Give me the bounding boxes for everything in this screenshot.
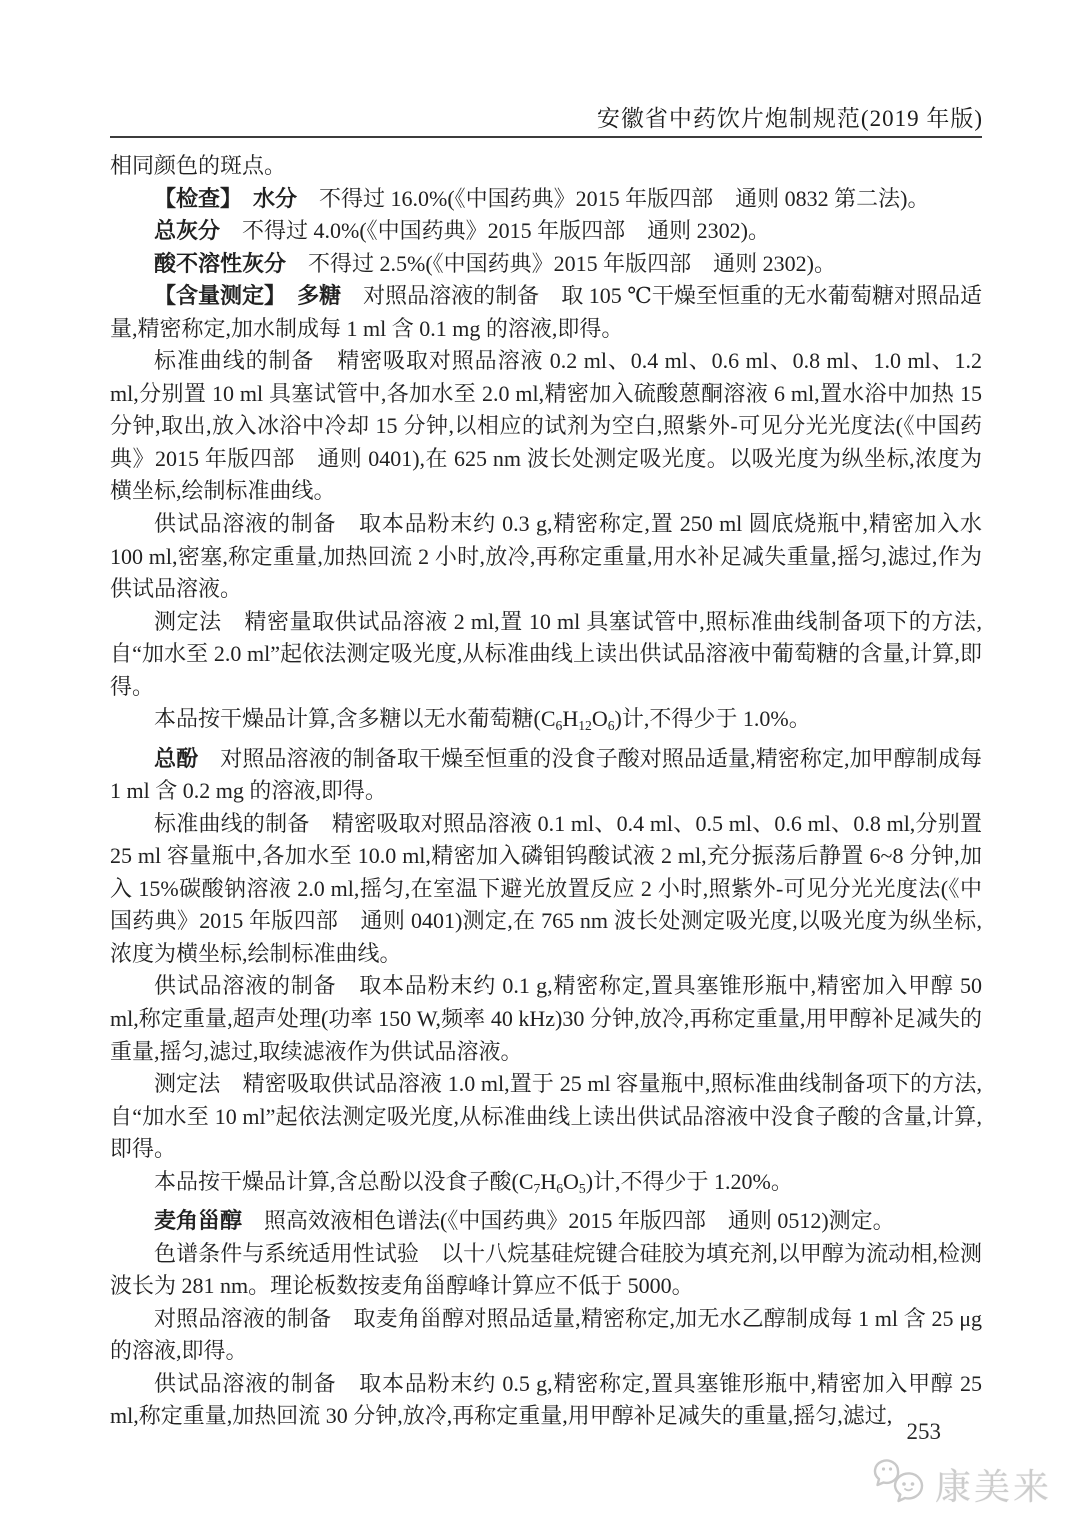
chemical-subscript: 6 <box>555 718 563 734</box>
text-run: )计,不得少于 1.0%。 <box>614 706 811 732</box>
standard-curve-paragraph-2 <box>110 808 982 971</box>
bold-term: 总灰分 <box>154 218 221 244</box>
text-run: O <box>591 706 608 732</box>
chromatography-conditions-paragraph <box>110 1238 982 1303</box>
total-phenol-paragraph <box>110 743 982 808</box>
chemical-subscript: 5 <box>578 1180 586 1196</box>
phenol-limit-paragraph <box>110 1166 982 1205</box>
chemical-subscript: 6 <box>556 1180 564 1196</box>
determination-paragraph-2 <box>110 1068 982 1166</box>
header-divider-rule <box>110 136 982 138</box>
bold-term: 麦角甾醇 <box>154 1208 243 1234</box>
text-run: )计,不得少于 1.20%。 <box>585 1168 793 1194</box>
text-run: 相同颜色的斑点。 <box>110 153 287 178</box>
determination-paragraph <box>110 606 982 704</box>
text-run: 本品按干燥品计算,含总酚以没食子酸(C <box>154 1168 534 1194</box>
text-run: 色谱条件与系统适用性试验 以十八烷基硅烷键合硅胶为填充剂,以甲醇为流动相,检测波长为 281 nm。理论板数按麦角甾醇峰计算应不低于 5000。 <box>110 1240 982 1299</box>
text-run: 对照品溶液的制备 取麦角甾醇对照品适量,精密称定,加无水乙醇制成每 1 ml 含 25 μg的溶液,即得。 <box>110 1305 982 1364</box>
text-run: 供试品溶液的制备 取本品粉末约 0.1 g,精密称定,置具塞锥形瓶中,精密加入甲醇 50 ml,称定重量,超声处理(功率 150 W,频率 40 kHz)30 分钟,放冷,再称定重量,用甲醇补足减失的重量,摇匀,滤过,取续滤液作为供试品溶液。 <box>110 973 982 1064</box>
polysaccharide-limit-paragraph <box>110 703 982 742</box>
test-solution-paragraph <box>110 508 982 606</box>
reference-solution-paragraph <box>110 1303 982 1368</box>
chemical-subscript: 12 <box>578 718 592 734</box>
text-run: 照高效液相色谱法(《中国药典》2015 年版四部 通则 0512)测定。 <box>242 1208 895 1234</box>
text-run: 测定法 精密吸取供试品溶液 1.0 ml,置于 25 ml 容量瓶中,照标准曲线制备项下的方法,自“加水至 10 ml”起依法测定吸光度,从标准曲线上读出供试品溶液中没食子酸的含量,计算,即得。 <box>110 1071 982 1162</box>
bold-term: 酸不溶性灰分 <box>154 250 287 276</box>
ergosterol-paragraph <box>110 1205 982 1238</box>
text-run: H <box>540 1168 557 1194</box>
bold-term: 总酚 <box>154 745 199 771</box>
text-run: H <box>562 706 579 732</box>
test-solution-paragraph-3 <box>110 1368 982 1433</box>
chat-bubbles-mascot-icon <box>873 1458 929 1511</box>
chemical-subscript: 6 <box>607 718 615 734</box>
acid-insoluble-ash-paragraph <box>110 248 982 281</box>
check-water-paragraph <box>110 183 982 216</box>
total-ash-paragraph <box>110 215 982 248</box>
text-run: 不得过 4.0%(《中国药典》2015 年版四部 通则 2302)。 <box>220 218 770 244</box>
text-run: 测定法 精密量取供试品溶液 2 ml,置 10 ml 具塞试管中,照标准曲线制备项下的方法,自“加水至 2.0 ml”起依法测定吸光度,从标准曲线上读出供试品溶液中葡萄糖的含量,计算,即得。 <box>110 608 982 699</box>
text-run: O <box>563 1168 579 1194</box>
standard-curve-paragraph <box>110 345 982 508</box>
bold-term: 【检查】 水分 <box>154 185 298 211</box>
text-run: 标准曲线的制备 精密吸取对照品溶液 0.2 ml、0.4 ml、0.6 ml、0.8 ml、1.0 ml、1.2 ml,分别置 10 ml 具塞试管中,各加水至 2.0 ml,精密加入硫酸蒽酮溶液 6 ml,置水浴中加热 15 分钟,取出,放入冰浴中冷却 15 分钟,以相应的试剂为空白,照紫外-可见分光光度法(《中国药典》2015 年版四部 通则 0401),在 625 nm 波长处测定吸光度。以吸光度为纵坐标,浓度为横坐标,绘制标准曲线。 <box>110 348 982 504</box>
text-run: 本品按干燥品计算,含多糖以无水葡萄糖(C <box>154 706 556 732</box>
watermark-brand-text: 康美来 <box>934 1466 1052 1507</box>
text-run: 不得过 2.5%(《中国药典》2015 年版四部 通则 2302)。 <box>286 250 836 276</box>
page-header-title: 安徽省中药饮片炮制规范(2019 年版) <box>596 106 983 131</box>
text-run: 对照品溶液的制备 取 105 ℃干燥至恒重的无水葡萄糖对照品适量,精密称定,加水制成每 1 ml 含 0.1 mg 的溶液,即得。 <box>110 283 982 341</box>
chemical-subscript: 7 <box>533 1180 541 1196</box>
watermark <box>873 1458 1052 1511</box>
bold-term: 【含量测定】 多糖 <box>154 283 342 309</box>
text-run: 对照品溶液的制备取干燥至恒重的没食子酸对照品适量,精密称定,加甲醇制成每 1 ml 含 0.2 mg 的溶液,即得。 <box>110 745 982 804</box>
text-run: 供试品溶液的制备 取本品粉末约 0.3 g,精密称定,置 250 ml 圆底烧瓶中,精密加入水 100 ml,密塞,称定重量,加热回流 2 小时,放冷,再称定重量,用水补足减失重量,摇匀,滤过,作为供试品溶液。 <box>110 511 982 602</box>
page-number: 253 <box>906 1419 941 1444</box>
assay-polysaccharide-paragraph <box>110 280 982 345</box>
test-solution-paragraph-2 <box>110 970 982 1068</box>
continuation-paragraph <box>110 150 982 183</box>
text-run: 标准曲线的制备 精密吸取对照品溶液 0.1 ml、0.4 ml、0.5 ml、0.6 ml、0.8 ml,分别置 25 ml 容量瓶中,各加水至 10.0 ml,精密加入磷钼钨酸试液 2 ml,充分振荡后静置 6~8 分钟,加入 15%碳酸钠溶液 2.0 ml,摇匀,在室温下避光放置反应 2 小时,照紫外-可见分光光度法(《中国药典》2015 年版四部 通则 0401)测定,在 765 nm 波长处测定吸光度,以吸光度为纵坐标,浓度为横坐标,绘制标准曲线。 <box>110 810 982 966</box>
text-run: 不得过 16.0%(《中国药典》2015 年版四部 通则 0832 第二法)。 <box>297 185 930 211</box>
document-body <box>110 150 982 1433</box>
text-run: 供试品溶液的制备 取本品粉末约 0.5 g,精密称定,置具塞锥形瓶中,精密加入甲醇 25 ml,称定重量,加热回流 30 分钟,放冷,再称定重量,用甲醇补足减失的重量,摇匀,滤过, <box>110 1370 982 1429</box>
